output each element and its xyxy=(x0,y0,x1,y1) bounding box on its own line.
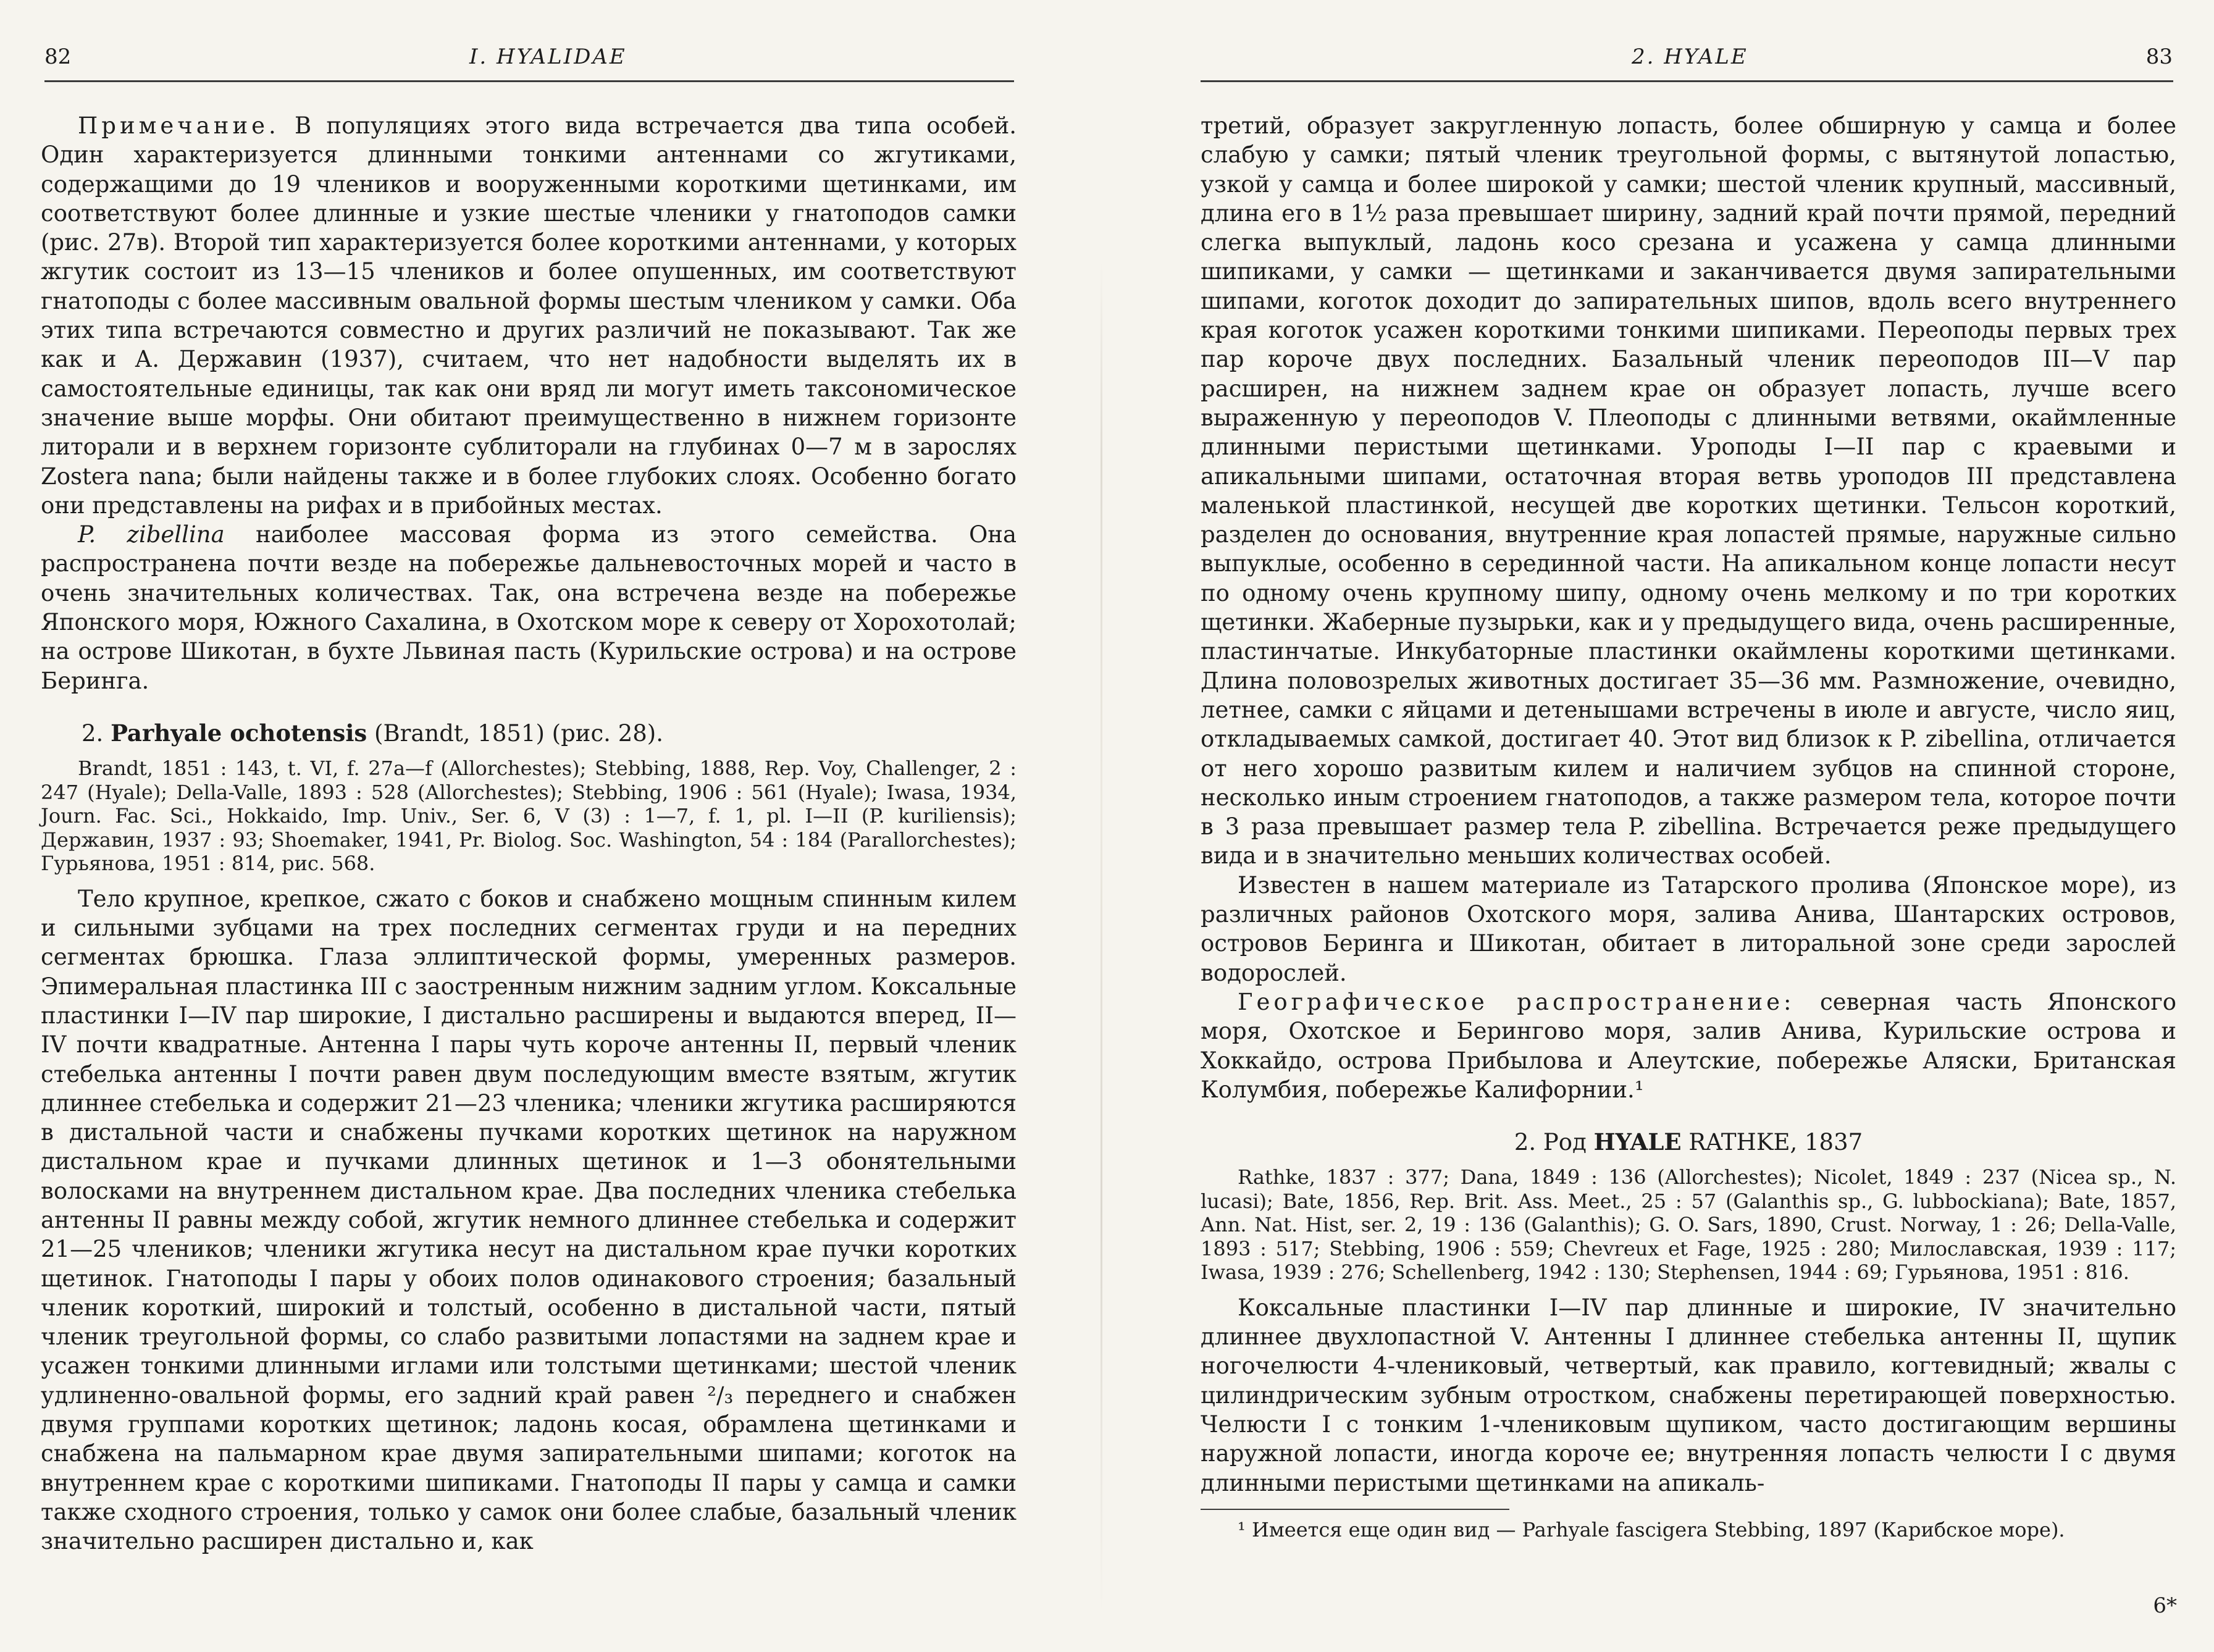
genus-name: HYALE xyxy=(1593,1128,1682,1156)
right-running-title: 2. HYALE xyxy=(1632,44,1748,69)
genus-synonymy: Rathke, 1837 : 377; Dana, 1849 : 136 (Allorchestes); Nicolet, 1849 : 237 (Nicea sp., N. lucasi); Bate, 1856, Rep. Brit. Ass. Meet., 25 : 57 (Galanthis sp., G. lubbockiana); Bate, 1857, Ann. Nat. Hist, ser. 2, 19 : 136 (Galanthis); G. O. Sars, 1890, Crust. Norway, 1 : 26; Della-Valle, 1893 : 517; Stebbing, 1906 : 559; Chevreux et Fage, 1925 : 280; Милославская, 1939 : 117; Iwasa, 1939 : 276; Schellenberg, 1942 : 130; Stephensen, 1944 : 69; Гурьянова, 1951 : 816. xyxy=(1201,1165,2176,1285)
book-gutter xyxy=(1101,259,1102,1618)
left-running-title: I. HYALIDAE xyxy=(469,44,627,69)
right-body xyxy=(1201,111,2176,1542)
right-page xyxy=(1107,0,2214,1652)
species-synonymy: Brandt, 1851 : 143, t. VI, f. 27a—f (Allorchestes); Stebbing, 1888, Rep. Voy, Challenger, 2 : 247 (Hyale); Della-Valle, 1893 : 528 (Allorchestes); Stebbing, 1906 : 561 (Hyale); Iwasa, 1934, Journ. Fac. Sci., Hokkaido, Imp. Univ., Ser. 6, V (3) : 1—7, f. 1, pl. I—II (P. kuriliensis); Державин, 1937 : 93; Shoemaker, 1941, Pr. Biolog. Soc. Washington, 54 : 184 (Parallorchestes); Гурьянова, 1951 : 814, рис. 568. xyxy=(41,757,1017,876)
left-page-number: 82 xyxy=(44,44,72,69)
left-body xyxy=(41,111,1017,1556)
genus-description: Коксальные пластинки I—IV пар длинные и широкие, IV значительно длиннее двухлопастной V. Антенны I длиннее стебелька антенны II, щупик ногочелюсти 4-члениковый, четвертый, как правило, когтевидный; жвалы с цилиндрическим зубным отростком, снабжены перетирающей поверхностью. Челюсти I с тонким 1-члениковым щупиком, часто достигающим вершины наружной лопасти, иногда короче ее; внутренняя лопасть челюсти I с двумя длинными перистыми щетинками на апикаль- xyxy=(1201,1294,2176,1496)
habitat-paragraph: Известен в нашем материале из Татарского пролива (Японское море), из различных районов Охотского моря, залива Анива, Шантарских островов, островов Беринга и Шикотан, обитает в литоральной зоне среди зарослей водорослей. xyxy=(1201,871,2176,986)
species-heading xyxy=(41,719,1017,748)
genus-prefix: 2. Род xyxy=(1514,1129,1587,1156)
note-label: Примечание. xyxy=(78,112,280,139)
geo-label: Географическое распространение: xyxy=(1238,988,1795,1015)
distribution-text: наиболее массовая форма из этого семейства. Она распространена почти везде на побережье дальневосточных морей и часто в очень значительных количествах. Так, она встречена везде на побережье Японского моря, Южного Сахалина, в Охотском море к северу от Хорохотолай; на острове Шикотан, в бухте Львиная пасть (Курильские острова) и на острове Беринга. xyxy=(41,521,1017,694)
note-paragraph xyxy=(41,111,1017,520)
note-text: В популяциях этого вида встречается два типа особей. Один характеризуется длинными тонкими антеннами со жгутиками, содержащими до 19 члеников и вооруженными короткими щетинками, им соответствуют более длинные и узкие шестые членики у гнатоподов самки (рис. 27в). Второй тип характеризуется более короткими антеннами, у которых жгутик состоит из 13—15 члеников и более опушенных, им соответствуют гнатоподы с более массивным овальной формы шестым члеником у самки. Оба этих типа встречаются совместно и других различий не показывают. Так же как и А. Державин (1937), считаем, что нет надобности выделять их в самостоятельные единицы, так как они вряд ли могут иметь таксономическое значение выше морфы. Они обитают преимущественно в нижнем горизонте литорали и в верхнем горизонте сублиторали на глубинах 0—7 м в зарослях Zostera nana; были найдены также и в более глубоких слоях. Особенно богато они представлены на рифах и в прибойных местах. xyxy=(41,112,1017,519)
signature-mark: 6* xyxy=(2153,1593,2177,1618)
right-header-rule xyxy=(1201,80,2173,82)
species-number: 2. xyxy=(82,719,104,747)
footnote-rule xyxy=(1201,1509,1509,1510)
geo-paragraph xyxy=(1201,987,2176,1104)
distribution-paragraph xyxy=(41,520,1017,695)
right-page-number: 83 xyxy=(2145,44,2173,69)
species-description: Тело крупное, крепкое, сжато с боков и снабжено мощным спинным килем и сильными зубцами на трех последних сегментах груди и на передних сегментах брюшка. Глаза эллиптической формы, умеренных размеров. Эпимеральная пластинка III с заостренным нижним задним углом. Коксальные пластинки I—IV пар широкие, I дистально расширены и выдаются вперед, II—IV почти квадратные. Антенна I пары чуть короче антенны II, первый членик стебелька антенны I почти равен двум последующим вместе взятым, жгутик длиннее стебелька и содержит 21—23 членика; членики жгутика расширяются в дистальной части и снабжены пучками коротких щетинок на наружном дистальном крае и пучками длинных щетинок и 1—3 обонятельными волосками на внутреннем дистальном крае. Два последних членика стебелька антенны II равны между собой, жгутик немного длиннее стебелька и содержит 21—25 члеников; членики жгутика несут на дистальном крае пучки коротких щетинок. Гнатоподы I пары у обоих полов одинакового строения; базальный членик короткий, широкий и толстый, особенно в дистальной части, пятый членик треугольной формы, со слабо развитыми лопастями на заднем крае и усажен тонкими длинными иглами или толстыми щетинками; шестой членик удлиненно-овальной формы, его задний край равен ²/₃ переднего и снабжен двумя группами коротких щетинок; ладонь косая, обрамлена щетинками и снабжена на пальмарном крае двумя запирательными шипами; коготок на внутреннем крае с короткими шипиками. Гнатоподы II пары у самца и самки также сходного строения, только у самок они более слабые, базальный членик значительно расширен дистально и, как xyxy=(41,885,1017,1555)
species-author: (Brandt, 1851) (рис. 28). xyxy=(374,719,663,747)
left-header-rule xyxy=(44,80,1014,82)
species-name: Parhyale ochotensis xyxy=(111,719,367,747)
distribution-species: P. zibellina xyxy=(78,521,225,548)
genus-author: RATHKE, 1837 xyxy=(1688,1129,1863,1156)
continuation-paragraph: третий, образует закругленную лопасть, более обширную у самца и более слабую у самки; пятый членик треугольной формы, с вытянутой лопастью, узкой у самца и более широкой у самки; шестой членик крупный, массивный, длина его в 1½ раза превышает ширину, задний край почти прямой, передний слегка выпуклый, ладонь косо срезана и усажена у самца длинными шипиками, у самки — щетинками и заканчивается двумя запирательными шипами, коготок доходит до запирательных шипов, вдоль всего внутреннего края коготок усажен короткими тонкими шипиками. Переоподы первых трех пар короче двух последних. Базальный членик переоподов III—V пар расширен, на нижнем заднем крае он образует лопасть, лучше всего выраженную у переоподов V. Плеоподы с длинными ветвями, окаймленные длинными перистыми щетинками. Уроподы I—II пар с краевыми и апикальными шипами, остаточная вторая ветвь уроподов III представлена маленькой пластинкой, несущей две коротких щетинки. Тельсон короткий, разделен до основания, внутренние края лопастей прямые, наружные сильно выпуклые, особенно в серединной части. На апикальном конце лопасти несут по одному очень крупному шипу, одному очень мелкому и по три коротких щетинки. Жаберные пузырьки, как и у предыдущего вида, очень расширенные, пластинчатые. Инкубаторные пластинки окаймлены короткими щетинками. Длина половозрелых животных достигает 35—36 мм. Размножение, очевидно, летнее, самки с яйцами и детенышами встречены в июле и августе, число яиц, откладываемых самкой, достигает 40. Этот вид близок к P. zibellina, отличается от него хорошо развитым килем и наличием зубцов на спинной стороне, несколько иным строением гнатоподов, а также размером тела, которое почти в 3 раза превышает размер тела P. zibellina. Встречается реже предыдущего вида и в значительно меньших количествах особей. xyxy=(1201,112,2176,870)
genus-heading xyxy=(1201,1128,2176,1157)
footnote: ¹ Имеется еще один вид — Parhyale fascigera Stebbing, 1897 (Карибское море). xyxy=(1238,1517,2065,1541)
geo-text: северная часть Японского моря, Охотское и Берингово моря, залив Анива, Курильские острова и Хоккайдо, острова Прибылова и Алеутские, побережье Аляски, Британская Колумбия, побережье Калифорнии.¹ xyxy=(1201,988,2177,1103)
